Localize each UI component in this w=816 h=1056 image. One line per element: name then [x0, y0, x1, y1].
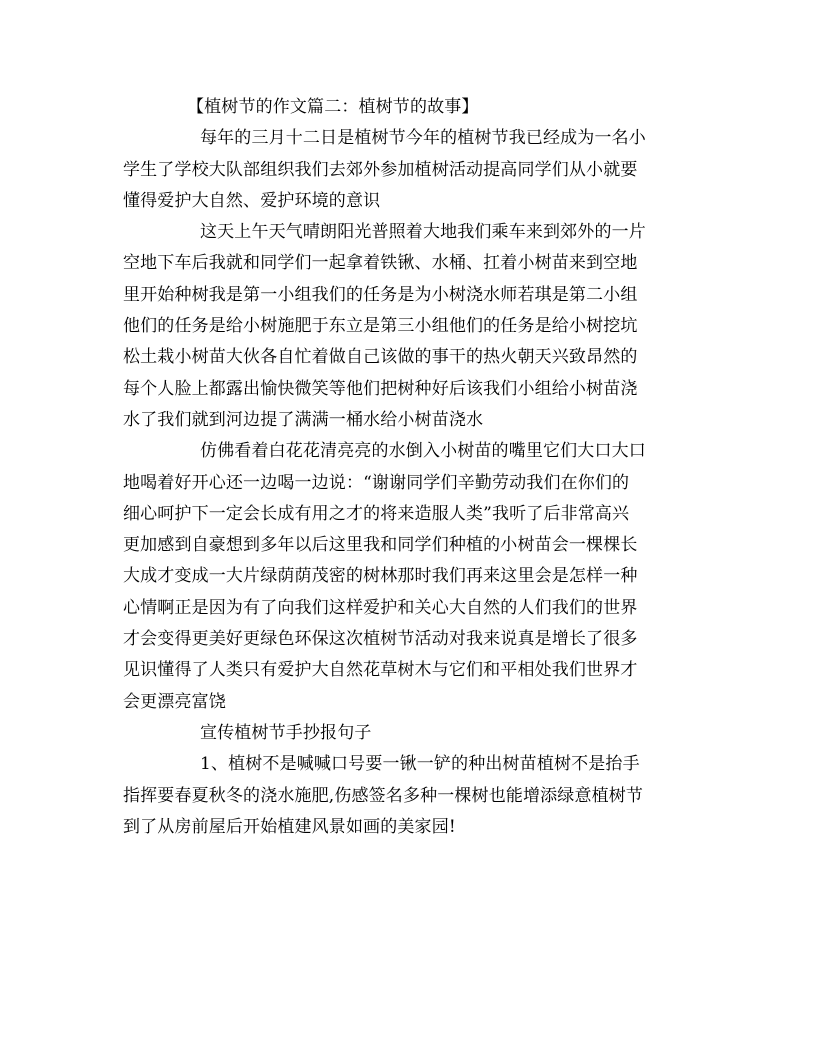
paragraph-line: 水了我们就到河边提了满满一桶水给小树苗浇水: [123, 409, 484, 430]
paragraph-line: 每个人脸上都露出愉快微笑等他们把树种好后该我们小组给小树苗浇: [123, 378, 638, 399]
paragraph-line: 才会变得更美好更绿色环保这次植树节活动对我来说真是增长了很多: [123, 629, 638, 650]
paragraph-line: 见识懂得了人类只有爱护大自然花草树木与它们和平相处我们世界才: [123, 660, 638, 681]
paragraph-line: 细心呵护下一定会长成有用之才的将来造服人类”我听了后非常高兴: [123, 503, 630, 524]
paragraph-line: 空地下车后我就和同学们一起拿着铁锹、水桶、扛着小树苗来到空地: [123, 253, 638, 274]
paragraph-line: 每年的三月十二日是植树节今年的植树节我已经成为一名小: [200, 128, 646, 149]
paragraph-line: 懂得爱护大自然、爱护环境的意识: [123, 190, 381, 211]
section-heading: 宣传植树节手抄报句子: [200, 722, 372, 743]
paragraph-line: 松土栽小树苗大伙各自忙着做自己该做的事干的热火朝天兴致昂然的: [123, 347, 638, 368]
paragraph-line: 这天上午天气晴朗阳光普照着大地我们乘车来到郊外的一片: [200, 222, 646, 243]
paragraph-line: 指挥要春夏秋冬的浇水施肥,伤感签名多种一棵树也能增添绿意植树节: [123, 785, 644, 806]
paragraph-line: 他们的任务是给小树施肥于东立是第三小组他们的任务是给小树挖坑: [123, 316, 638, 337]
article-heading: 【植树节的作文篇二：植树节的故事】: [187, 97, 479, 117]
paragraph-line: 大成才变成一大片绿荫荫茂密的树林那时我们再来这里会是怎样一种: [123, 566, 638, 587]
paragraph-line: 更加感到自豪想到多年以后这里我和同学们种植的小树苗会一棵棵长: [123, 535, 638, 556]
paragraph-line: 地喝着好开心还一边喝一边说：“谢谢同学们辛勤劳动我们在你们的: [123, 472, 630, 493]
paragraph-line: 1、植树不是喊喊口号要一锹一铲的种出树苗植树不是抬手: [200, 754, 640, 775]
paragraph-line: 仿佛看着白花花清亮亮的水倒入小树苗的嘴里它们大口大口: [200, 441, 646, 462]
paragraph-line: 到了从房前屋后开始植建风景如画的美家园!: [123, 816, 456, 837]
paragraph-line: 里开始种树我是第一小组我们的任务是为小树浇水师若琪是第二小组: [123, 284, 638, 305]
article-body: [123, 92, 695, 843]
paragraph-line: 会更漂亮富饶: [123, 691, 226, 712]
paragraph-line: 心情啊正是因为有了向我们这样爱护和关心大自然的人们我们的世界: [123, 597, 638, 618]
paragraph-line: 学生了学校大队部组织我们去郊外参加植树活动提高同学们从小就要: [123, 159, 638, 180]
